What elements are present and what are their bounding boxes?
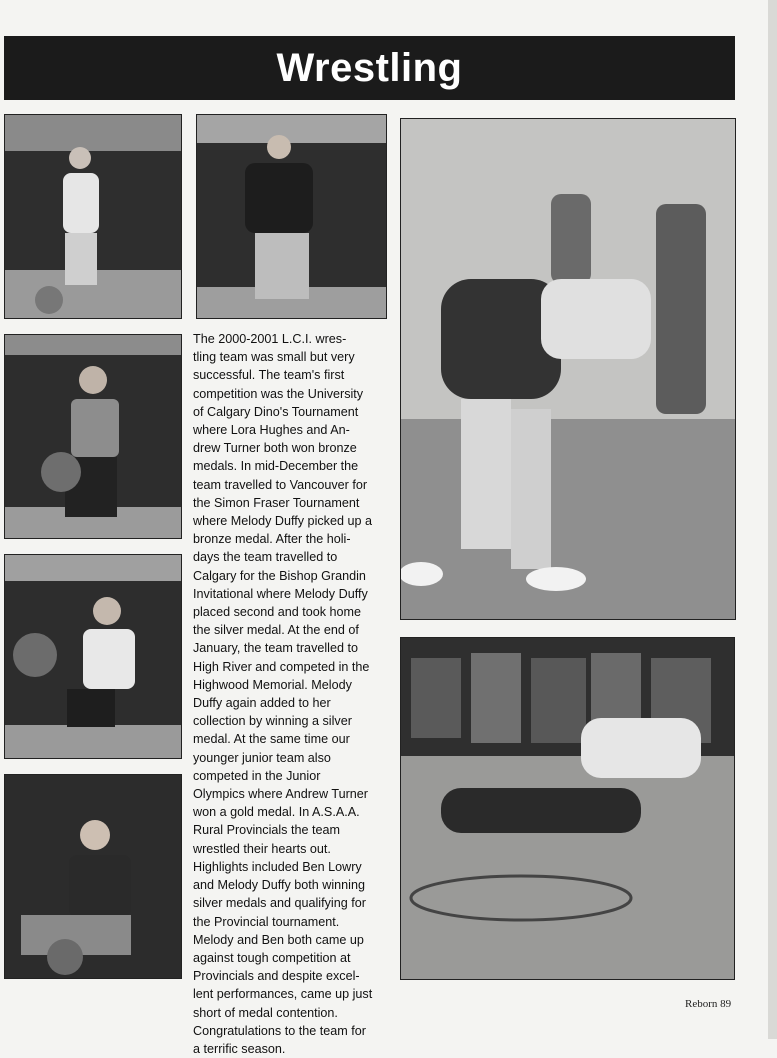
page-footer [685,998,731,1010]
photo-match-action-2 [400,637,735,980]
photo-coach [196,114,387,319]
page-title: Wrestling [276,45,463,90]
photo-wrestler-boy-1 [4,114,182,319]
article-body: The 2000-2001 L.C.I. wres- tling team was small but very successful. The team's first competition was the University of Calgary Dino's Tournament where Lora Hughes and An- drew Turner both won bronze medals. In mid-December the team travelled to Vancouver for the Simon Fraser Tournament where Melody Duffy picked up a bronze medal. After the holi- days the team travelled to Calgary for the Bishop Grandin Invitational where Melody Duffy placed second and took home the silver medal. At the end of January, the team travelled to High River and competed in the Highwood Memorial. Melody Duffy again added to her collection by winning a silver medal. At the same time our younger junior team also competed in the Junior Olympics where Andrew Turner won a gold medal. In A.S.A.A. Rural Provincials the team wrestled their hearts out. Highlights included Ben Lowry and Melody Duffy both winning silver medals and qualifying for the Provincial tournament. Melody and Ben both came up against tough competition at Provincials and despite excel- lent performances, came up just short of medal contention. Congratulations to the team for a terrific season. [193,332,373,1056]
footer-section-name: Reborn [685,998,718,1010]
title-banner [4,36,735,100]
photo-wrestler-girl-2 [4,774,182,979]
photo-wrestler-boy-2 [4,334,182,539]
photo-match-action-1 [400,118,736,620]
footer-page-number: 89 [720,998,732,1010]
photo-wrestler-girl-1 [4,554,182,759]
page-edge [768,0,777,1039]
